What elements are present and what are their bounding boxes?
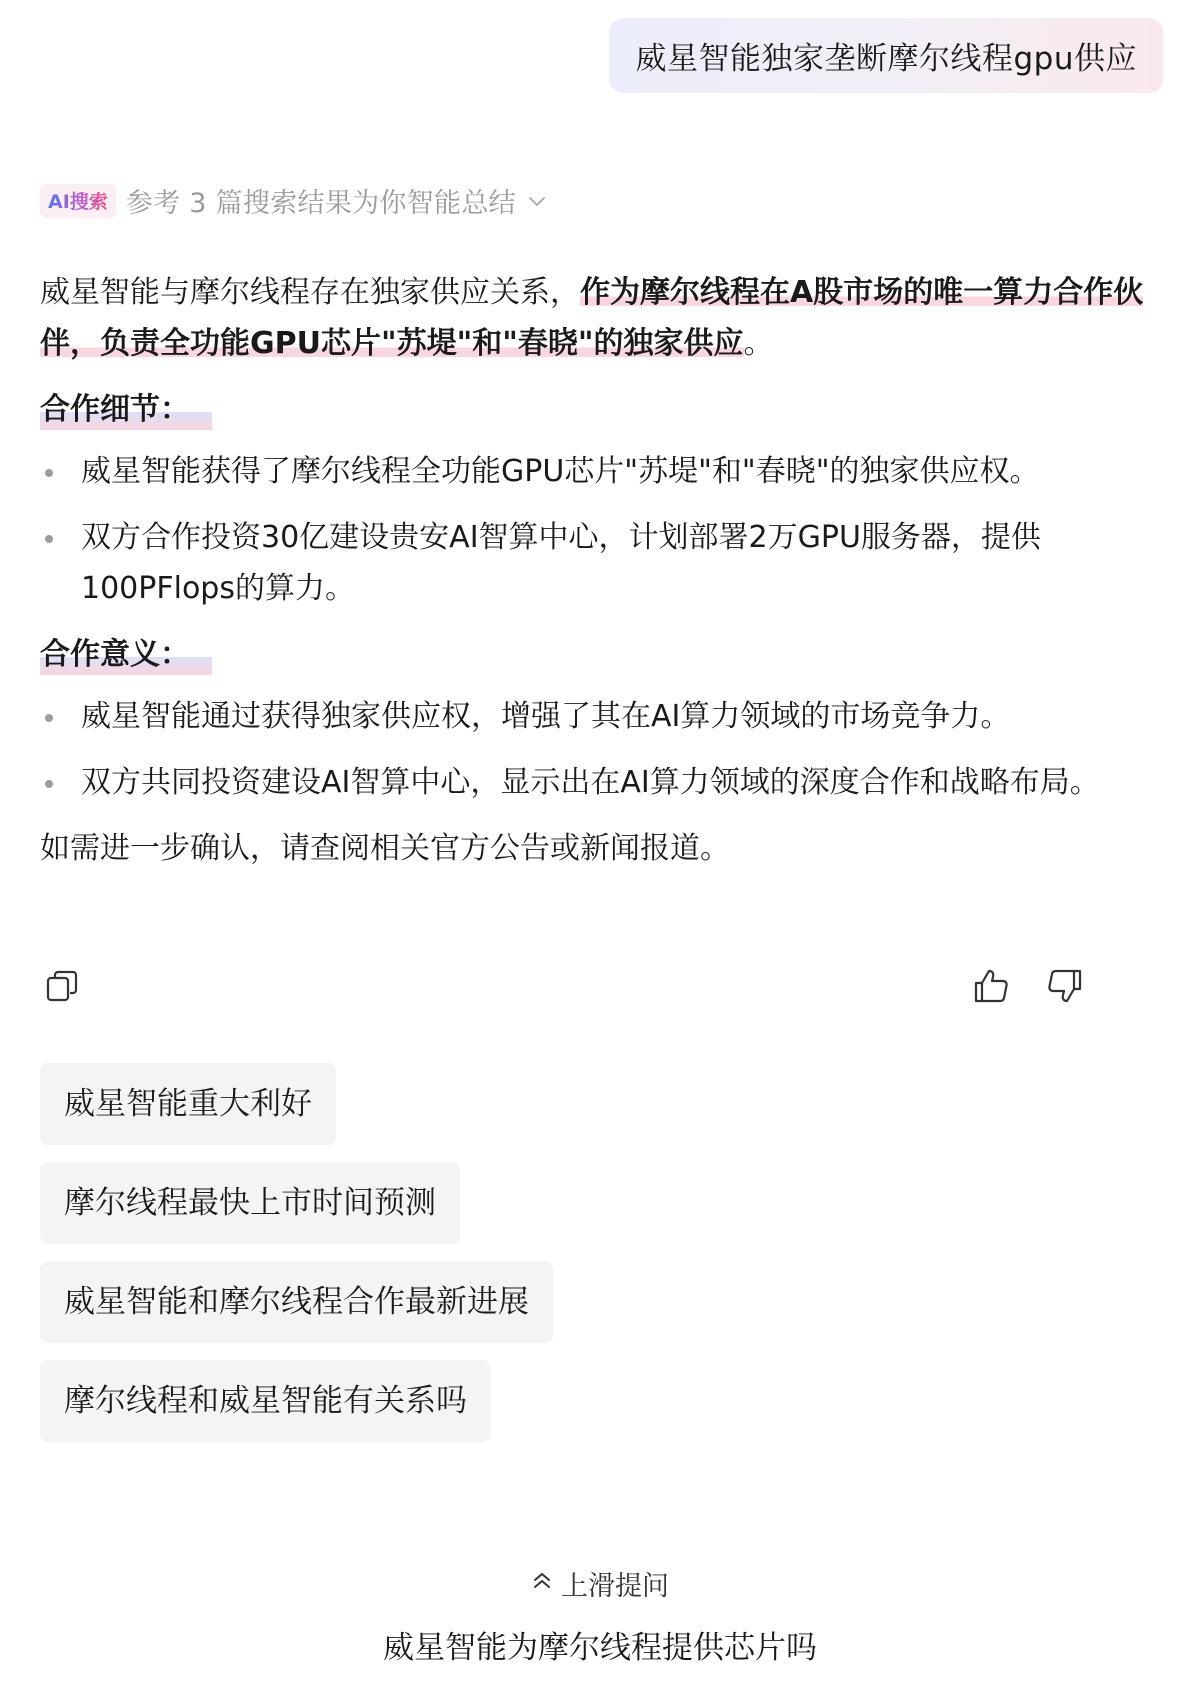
ai-search-badge	[40, 184, 116, 218]
search-summary-row[interactable]	[40, 181, 548, 220]
next-question[interactable]: 威星智能为摩尔线程提供芯片吗	[383, 1630, 817, 1666]
suggestion-chip[interactable]: 摩尔线程和威星智能有关系吗	[40, 1360, 491, 1442]
suggestion-chip[interactable]: 威星智能和摩尔线程合作最新进展	[40, 1261, 553, 1343]
answer-actions	[40, 964, 1165, 1012]
user-query-bubble[interactable]	[609, 18, 1163, 93]
chevron-down-icon[interactable]	[526, 190, 548, 212]
list-item: 双方共同投资建设AI智算中心，显示出在AI算力领域的深度合作和战略布局。	[40, 757, 1165, 808]
section-title-details: 合作细节：	[40, 384, 212, 435]
list-item: 威星智能获得了摩尔线程全功能GPU芯片"苏堤"和"春晓"的独家供应权。	[40, 446, 1165, 497]
section-title-significance: 合作意义：	[40, 629, 212, 680]
copy-icon[interactable]	[40, 964, 84, 1008]
thumbs-down-icon[interactable]	[1043, 964, 1087, 1008]
significance-list	[40, 691, 1165, 808]
answer-intro-highlight: 作为摩尔线程在A股市场的唯一算力合作伙伴，负责全功能GPU芯片"苏堤"和"春晓"的独家供应	[40, 275, 1144, 361]
swipe-hint-label: 上滑提问	[561, 1571, 669, 1602]
answer-intro	[40, 267, 1165, 369]
ai-search-badge-label: AI搜索	[48, 187, 108, 214]
double-chevron-up-icon	[531, 1568, 553, 1599]
search-summary-text: 参考 3 篇搜索结果为你智能总结	[125, 188, 516, 219]
list-item: 双方合作投资30亿建设贵安AI智算中心，计划部署2万GPU服务器，提供100PFlops的算力。	[40, 512, 1165, 614]
answer-closing: 如需进一步确认，请查阅相关官方公告或新闻报道。	[40, 831, 730, 866]
details-list	[40, 446, 1165, 614]
list-item: 威星智能通过获得独家供应权，增强了其在AI算力领域的市场竞争力。	[40, 691, 1165, 742]
suggested-questions	[40, 1063, 553, 1459]
user-query-text: 威星智能独家垄断摩尔线程gpu供应	[635, 41, 1137, 77]
suggestion-chip[interactable]: 威星智能重大利好	[40, 1063, 336, 1145]
suggestion-chip[interactable]: 摩尔线程最快上市时间预测	[40, 1162, 460, 1244]
answer-intro-plain: 威星智能与摩尔线程存在独家供应关系，	[40, 275, 580, 310]
thumbs-up-icon[interactable]	[969, 964, 1013, 1008]
answer-body	[40, 267, 1165, 874]
swipe-up-hint[interactable]	[0, 1564, 1200, 1603]
answer-intro-end: 。	[743, 326, 774, 361]
